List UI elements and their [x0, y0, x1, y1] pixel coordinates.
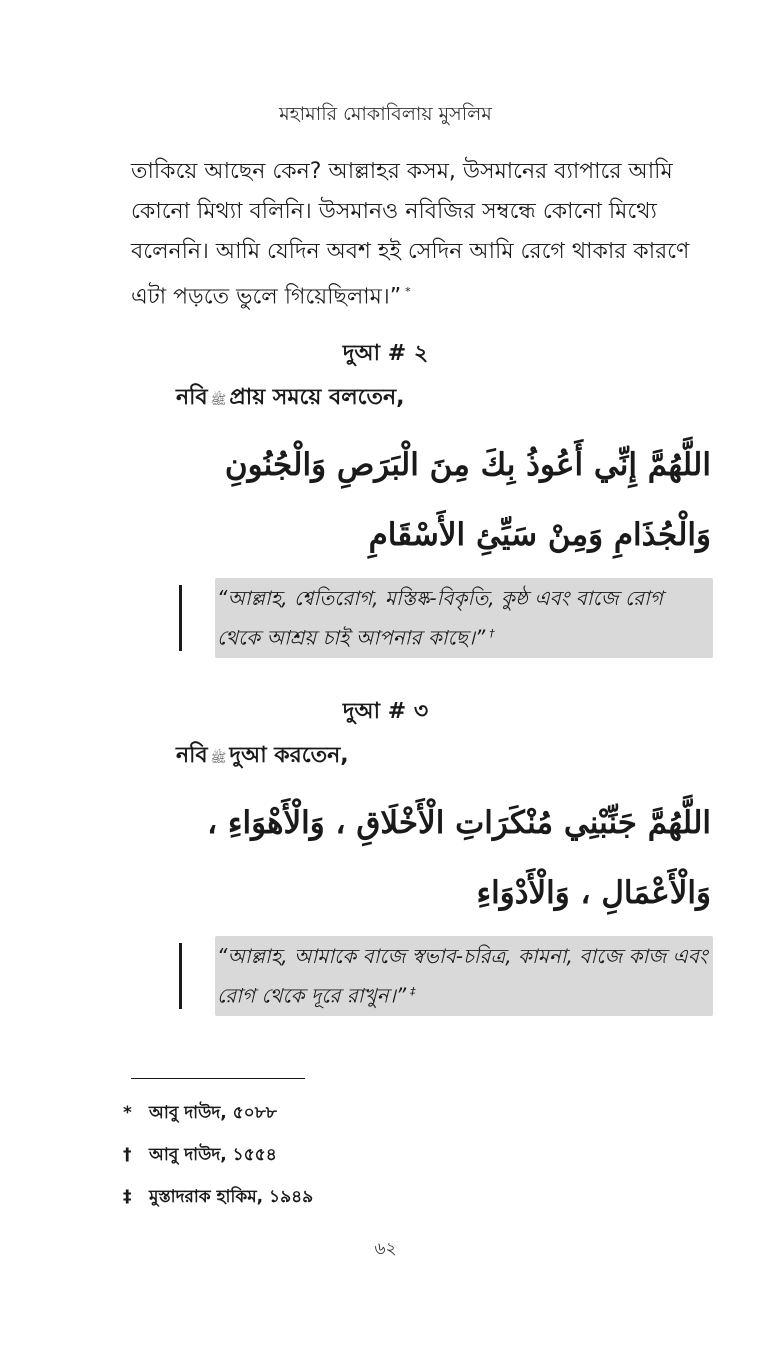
running-header: মহামারি মোকাবিলায় মুসলিম: [279, 103, 492, 125]
dua3-translation: [215, 936, 713, 1016]
dua3-intro: [176, 738, 349, 775]
arabic-line: اللَّهُمَّ إِنِّي أَعُوذُ بِكَ مِنَ الْبَرَصِ وَالْجُنُونِ: [224, 447, 711, 483]
footnote-ref-dagger[interactable]: †: [489, 627, 495, 640]
footnote-1: [123, 1100, 277, 1128]
paragraph-line-text: এটা পড়তে ভুলে গিয়েছিলাম।”: [131, 284, 402, 310]
salutation-glyph: ﷺ: [210, 751, 227, 766]
dua3-intro-prefix: নবি: [176, 743, 208, 768]
dua3-arabic: [151, 788, 711, 928]
page-number: ৬২: [374, 1239, 397, 1259]
footnote-separator: [131, 1078, 305, 1079]
translation-line: “আল্লাহ, শ্বেতিরোগ, মস্তিষ্ক-বিকৃতি, কুষ্ঠ এবং বাজে রোগ: [217, 586, 663, 610]
translation-line-text: থেকে আশ্রয় চাই আপনার কাছে।”: [217, 625, 486, 650]
dua3-heading: দুআ # ৩: [342, 699, 429, 724]
translation-line-text: রোগ থেকে দূরে রাখুন।”: [217, 983, 407, 1008]
paragraph-line: তাকিয়ে আছেন কেন? আল্লাহর কসম, উসমানের ব্যাপারে আমি: [131, 159, 673, 184]
quote-bar: [179, 943, 182, 1009]
dua2-arabic: [151, 430, 711, 570]
footnote-text: আবু দাউদ, ১৫৫৪: [149, 1145, 277, 1165]
intro-paragraph: [131, 152, 711, 317]
footnote-mark: †: [123, 1145, 132, 1165]
paragraph-line: কোনো মিথ্যা বলিনি। উসমানও নবিজির সম্বন্ধে কোনো মিথ্যে: [131, 199, 657, 224]
translation-line: [215, 974, 713, 1014]
arabic-line: وَالْجُذَامِ وَمِنْ سَيِّئِ الأَسْقَامِ: [368, 517, 711, 553]
dua2-intro-prefix: নবি: [176, 385, 208, 410]
footnote-2: [123, 1142, 277, 1170]
dua3-intro-suffix: দুআ করতেন,: [229, 743, 349, 768]
quote-bar: [179, 585, 182, 651]
translation-line: [215, 616, 713, 656]
dua2-heading: দুআ # ২: [342, 341, 429, 366]
dua2-translation: [215, 578, 713, 658]
translation-line: “আল্লাহ, আমাকে বাজে স্বভাব-চরিত্র, কামনা, বাজে কাজ এবং: [217, 944, 708, 968]
footnote-ref-asterisk[interactable]: *: [405, 285, 411, 298]
paragraph-line: [131, 272, 711, 317]
dua2-intro: [176, 380, 405, 417]
footnote-text: মুস্তাদরাক হাকিম, ১৯৪৯: [149, 1187, 314, 1207]
footnote-text: আবু দাউদ, ৫০৮৮: [149, 1103, 277, 1123]
salutation-glyph: ﷺ: [210, 393, 227, 408]
arabic-line: اللَّهُمَّ جَنِّبْنِي مُنْكَرَاتِ الْأَخْلَاقِ ، وَالْأَهْوَاءِ ،: [207, 805, 711, 841]
footnote-mark: *: [123, 1103, 132, 1123]
footnote-ref-double-dagger[interactable]: ‡: [410, 985, 416, 998]
footnote-mark: ‡: [123, 1187, 132, 1207]
paragraph-line: বলেননি। আমি যেদিন অবশ হই সেদিন আমি রেগে থাকার কারণে: [131, 239, 690, 264]
dua2-intro-suffix: প্রায় সময়ে বলতেন,: [229, 385, 405, 410]
arabic-line: وَالْأَعْمَالِ ، وَالْأَدْوَاءِ: [476, 875, 711, 911]
footnote-3: [123, 1184, 313, 1212]
